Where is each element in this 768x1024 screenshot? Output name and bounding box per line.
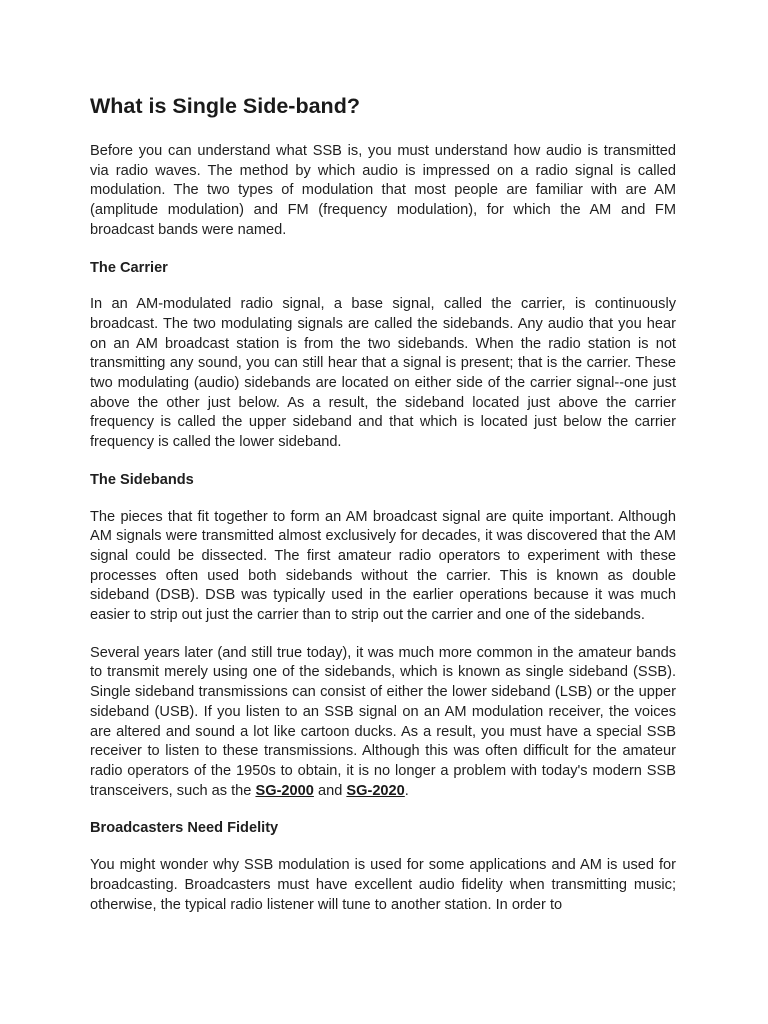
section-heading-fidelity: Broadcasters Need Fidelity (90, 820, 279, 837)
ssb-paragraph (90, 644, 676, 802)
document-page (90, 92, 676, 933)
carrier-paragraph: In an AM-modulated radio signal, a base signal, called the carrier, is continuously broadcast. The two modulating signals are called the sidebands. Any audio that you hear on an AM broadcast station is from the two sidebands. When the radio station is not transmitting any sound, you can still hear that a signal is present; that is the carrier. These two modulating (audio) sidebands are located on either side of the carrier signal--one just above the other just below. As a result, the sideband located just above the carrier frequency is called the upper sideband and that which is located just below the carrier frequency is called the lower sideband. (90, 296, 676, 451)
ssb-paragraph-text: Several years later (and still true today), it was much more common in the amateur bands to transmit merely using one of the sidebands, which is known as single sideband (SSB). Single sideband transmissions can consist of either the lower sideband (LSB) or the upper sideband (USB). If you listen to an SSB signal on an AM modulation receiver, the voices are altered and sound a lot like cartoon ducks. As a result, you must have a special SSB receiver to listen to these transmissions. Although this was often difficult for the amateur radio operators of the 1950s to obtain, it is no longer a problem with today's modern SSB transceivers, such as the (90, 644, 676, 799)
section-heading-sidebands: The Sidebands (90, 471, 194, 488)
fidelity-paragraph: You might wonder why SSB modulation is used for some applications and AM is used for broadcasting. Broadcasters must have excellent audio fidelity when transmitting music; otherwise, the typical radio listener will tune to another station. In order to (90, 857, 676, 913)
sg-2000-link[interactable]: SG-2000 (255, 782, 314, 799)
sg-2020-link[interactable]: SG-2020 (346, 782, 405, 799)
document-title: What is Single Side-band? (90, 94, 360, 118)
intro-paragraph: Before you can understand what SSB is, you must understand how audio is transmitted via radio waves. The method by which audio is impressed on a radio signal is called modulation. The two types of modulation that most people are familiar with are AM (amplitude modulation) and FM (frequency modulation), for which the AM and FM broadcast bands were named. (90, 143, 676, 238)
sidebands-paragraph: The pieces that fit together to form an AM broadcast signal are quite important. Although AM signals were transmitted almost exclusively for decades, it was discovered that the AM signal could be dissected. The first amateur radio operators to experiment with these processes often used both sidebands without the carrier. This is known as double sideband (DSB). DSB was typically used in the earlier operations because it was much easier to strip out just the carrier than to strip out the carrier and one of the sidebands. (90, 508, 676, 624)
section-heading-carrier: The Carrier (90, 259, 168, 276)
ssb-paragraph-between: and (313, 782, 347, 799)
ssb-paragraph-end: . (404, 782, 409, 799)
